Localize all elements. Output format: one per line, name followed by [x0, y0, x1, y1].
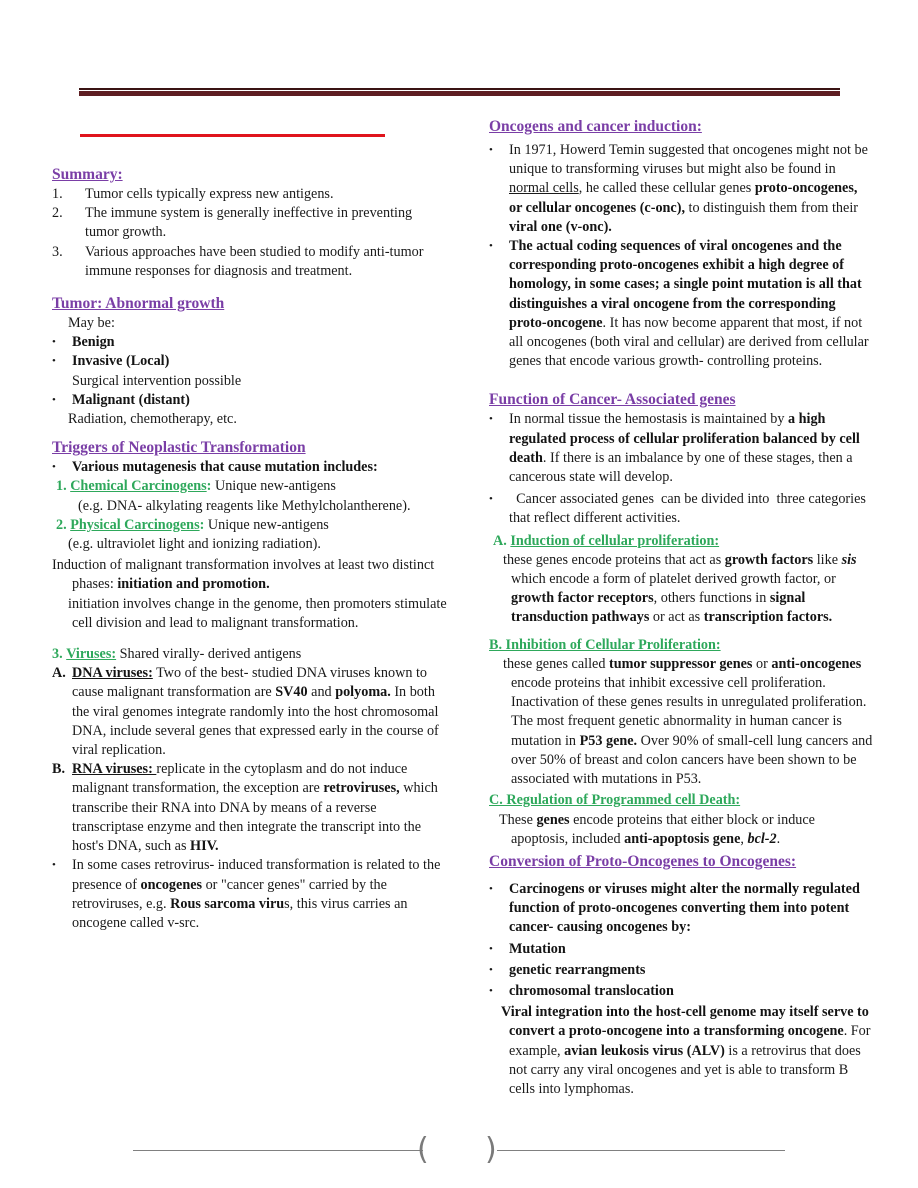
signal-transduction: signal transduction pathways [511, 590, 806, 626]
summary-heading: Summary: [52, 166, 123, 183]
colon: : [199, 516, 205, 533]
item-number: 1. [52, 186, 63, 202]
rous-sarcoma-virus: Rous sarcoma viru [170, 895, 285, 912]
bullet-icon: • [52, 355, 56, 368]
conversion-section [489, 851, 874, 1099]
tumor-heading: Tumor: Abnormal growth [52, 295, 225, 313]
header-rule-thin [79, 88, 840, 90]
chemical-text: Unique new-antigens [211, 478, 336, 495]
text: . [776, 830, 781, 847]
induction-text: Induction of malignant transformation involves at least two distinct phases: [52, 557, 435, 593]
regulated-process: a high regulated process of cellular proliferation balanced by cell death [509, 411, 860, 466]
item-number: 3. [52, 243, 63, 260]
text: and [307, 684, 336, 701]
alv: avian leukosis virus (ALV) [564, 1042, 725, 1059]
text: or "cancer genes" carried by the retroviruses, e.g. [72, 876, 387, 912]
physical-example: (e.g. ultraviolet light and ionizing radiation). [68, 536, 321, 553]
physical-label: Physical Carcinogens [70, 516, 200, 533]
title-underline-rule [80, 134, 385, 137]
list-item [52, 458, 447, 477]
text: , [740, 830, 748, 847]
footer-rule-right [497, 1150, 785, 1151]
coding-sequences: The actual coding sequences of viral oncogenes and the corresponding proto-oncogenes exhibit a high degree of homology, in some cases; a single point mutation is all that distinguishes a viral oncogene from the corresponding proto-oncogene [509, 238, 862, 331]
polyoma: polyoma. [335, 684, 391, 701]
malignant-label: Malignant (distant) [72, 391, 190, 408]
growth-factors: growth factors [724, 551, 814, 568]
text: these genes called [503, 655, 609, 672]
anti-oncogenes: anti-oncogenes [771, 655, 862, 672]
page-number-bracket-left: ( [417, 1132, 429, 1167]
induction-paragraph [52, 556, 447, 594]
bullet-icon: • [489, 493, 493, 506]
rna-viruses-label: RNA viruses: [72, 761, 157, 778]
page-number-bracket-right: ) [485, 1132, 497, 1167]
item-number: 3. [52, 646, 63, 663]
mechanism-item: Mutation [509, 940, 566, 957]
text: , he called these cellular genes [578, 180, 755, 197]
summary-item [52, 243, 447, 281]
list-item [489, 940, 874, 959]
normal-cells: normal cells [509, 180, 579, 197]
bullet-icon: • [489, 963, 493, 976]
text: Over 90% of small-cell lung cancers and over 50% of breast and colon cancers have been shown to be associated with mutations in P53. [511, 732, 873, 788]
header-rule-thick [79, 91, 840, 96]
tumor-intro: May be: [68, 315, 115, 332]
item-number: 1. [56, 478, 67, 495]
list-item [489, 982, 874, 1001]
text: is a retrovirus that does not carry any viral oncogenes and yet is able to transform B cells into lymphomas. [509, 1042, 861, 1097]
text: to distinguish them from their [685, 199, 858, 216]
mechanism-item: chromosomal translocation [509, 982, 674, 999]
text: encode proteins that either block or induce apoptosis, included [511, 811, 815, 847]
list-item [489, 961, 874, 980]
tumor-suppressor-genes: tumor suppressor genes [608, 655, 753, 672]
regulation-heading: C. Regulation of Programmed cell Death: [489, 792, 741, 809]
induction-paragraph [489, 551, 874, 628]
oncogens-heading: Oncogens and cancer induction: [489, 118, 702, 135]
sis: sis [841, 551, 857, 568]
text: In some cases retrovirus- induced transformation is related to the presence of [72, 857, 441, 893]
text: or [752, 655, 772, 672]
anti-apoptosis-gene: anti-apoptosis gene [624, 830, 741, 847]
invasive-note: Surgical intervention possible [72, 372, 242, 389]
transcription-factors: transcription factors. [703, 609, 833, 626]
dna-viruses-item [52, 664, 447, 760]
triggers-heading: Triggers of Neoplastic Transformation [52, 439, 306, 457]
tumor-section [52, 293, 447, 429]
text: In 1971, Howerd Temin suggested that oncogenes might not be unique to transforming viruses but might also be found in [509, 142, 868, 178]
list-item [52, 856, 447, 933]
viral-integration: Viral integration into the host-cell genome may itself serve to convert a proto-oncogene into a transforming oncogene [501, 1004, 869, 1040]
conversion-heading: Conversion of Proto-Oncogenes to Oncogenes: [489, 852, 797, 870]
chemical-example: (e.g. DNA- alkylating reagents like Methylcholantherene). [78, 497, 411, 514]
malignant-note: Radiation, chemotherapy, etc. [68, 411, 237, 428]
list-item [52, 391, 447, 410]
mechanism-item: genetic rearrangments [509, 961, 646, 978]
text: Two of the best- studied DNA viruses known to cause malignant transformation are [72, 665, 427, 701]
text: like [813, 551, 842, 568]
bullet-icon: • [489, 413, 493, 426]
item-text: Various approaches have been studied to modify anti-tumor immune responses for diagnosis and treatment. [85, 243, 424, 279]
physical-text: Unique new-antigens [204, 516, 329, 533]
bullet-icon: • [489, 942, 493, 955]
list-item [489, 237, 874, 371]
regulation-paragraph [489, 811, 874, 849]
bullet-icon: • [52, 393, 56, 406]
conversion-lead: Carcinogens or viruses might alter the normally regulated function of proto-oncogenes converting them into potent cancer- causing oncogenes by: [509, 880, 860, 936]
function-section [489, 389, 874, 528]
item-letter: B. [52, 761, 66, 778]
retroviruses: retroviruses, [323, 780, 400, 797]
list-item [489, 880, 874, 938]
function-heading: Function of Cancer- Associated genes [489, 391, 736, 409]
bullet-icon: • [489, 144, 493, 156]
inhibition-paragraph [489, 655, 874, 789]
item-number: 2. [56, 516, 67, 533]
colon: : [206, 478, 212, 495]
bullet-icon: • [489, 240, 493, 253]
p53-gene: P53 gene. [579, 732, 638, 749]
invasive-label: Invasive (Local) [72, 353, 170, 370]
initiation-paragraph: initiation involves change in the genome, then promoters stimulate cell division and lead to malignant transformation. [68, 595, 447, 631]
physical-carcinogens [52, 516, 447, 535]
bcl-2: bcl-2 [747, 830, 777, 847]
proto-oncogenes: proto-oncogenes, or cellular oncogenes (c-onc), [509, 180, 858, 216]
text: These [499, 811, 537, 828]
oncogenes: oncogenes [140, 876, 203, 893]
text: encode proteins that inhibit excessive cell proliferation. Inactivation of these genes results in unregulated proliferation. The most frequent genetic abnormality in human cancer is mutation in [511, 675, 867, 749]
growth-factor-receptors: growth factor receptors [511, 590, 654, 607]
footer-rule-left [133, 1150, 423, 1151]
summary-section [52, 164, 447, 281]
chemical-label: Chemical Carcinogens [70, 478, 207, 495]
viruses-heading [52, 645, 447, 664]
text: . If there is an imbalance by one of these stages, then a cancerous state will develop. [509, 449, 853, 486]
item-text: Tumor cells typically express new antigens. [85, 186, 334, 202]
benign-label: Benign [72, 334, 115, 351]
inhibition-heading: B. Inhibition of Cellular Proliferation: [489, 636, 721, 653]
bullet-icon: • [52, 859, 56, 872]
item-letter: A. [52, 665, 66, 682]
viruses-label: Viruses: [66, 646, 117, 663]
dna-viruses-label: DNA viruses: [72, 665, 153, 682]
list-item [52, 333, 447, 352]
regulation-section [489, 791, 874, 849]
text: s, this virus carries an oncogene called v-src. [72, 895, 408, 931]
oncogens-section [489, 116, 874, 371]
list-item [489, 490, 874, 528]
item-text: The immune system is generally ineffective in preventing tumor growth. [85, 205, 413, 241]
sv40: SV40 [275, 684, 308, 701]
text: In both the viral genomes integrate randomly into the host chromosomal DNA, include several genes that expressed early in the course of viral replication. [72, 684, 439, 759]
rna-viruses-item [52, 760, 447, 856]
right-column [489, 116, 874, 1099]
bullet-icon: • [489, 882, 493, 895]
text: . It has now become apparent that most, if not all oncogenes (both viral and cellular) are derived from cellular genes that encode various growth- controlling proteins. [509, 314, 869, 370]
summary-item [52, 185, 447, 204]
triggers-section [52, 437, 447, 933]
list-item [489, 141, 874, 237]
text: In normal tissue the hemostasis is maintained by [509, 411, 788, 428]
induction-section [489, 532, 874, 628]
bullet-icon: • [52, 461, 56, 474]
left-column [52, 164, 447, 933]
induction-phases: initiation and promotion. [117, 576, 270, 593]
chemical-carcinogens [52, 477, 447, 496]
item-letter: A. [493, 532, 511, 549]
bullet-icon: • [489, 984, 493, 997]
hiv: HIV. [190, 838, 219, 855]
viruses-text: Shared virally- derived antigens [116, 646, 302, 663]
text: which encode a form of platelet derived growth factor, or [511, 571, 836, 588]
text: which transcribe their RNA into DNA by means of a reverse transcriptase enzyme and then integrate the transcript into the host's DNA, such as [72, 780, 438, 855]
text: Cancer associated genes can be divided into three categories that reflect different activities. [509, 491, 870, 527]
text: . For example, [509, 1023, 871, 1059]
text: replicate in the cytoplasm and do not induce malignant transformation, the exception are [72, 761, 408, 797]
list-item [489, 410, 874, 487]
text: , others functions in [653, 590, 770, 607]
summary-item [52, 204, 447, 242]
text: these genes encode proteins that act as [503, 551, 725, 568]
genes: genes [536, 811, 570, 828]
bullet-icon: • [52, 336, 56, 349]
list-item [52, 352, 447, 371]
triggers-lead: Various mutagenesis that cause mutation includes: [72, 459, 378, 476]
inhibition-section [489, 636, 874, 790]
viral-integration-paragraph [489, 1003, 874, 1099]
item-number: 2. [52, 205, 63, 222]
viral-one: viral one (v-onc). [509, 218, 612, 235]
induction-heading: Induction of cellular proliferation: [510, 532, 720, 549]
text: or act as [649, 609, 704, 626]
